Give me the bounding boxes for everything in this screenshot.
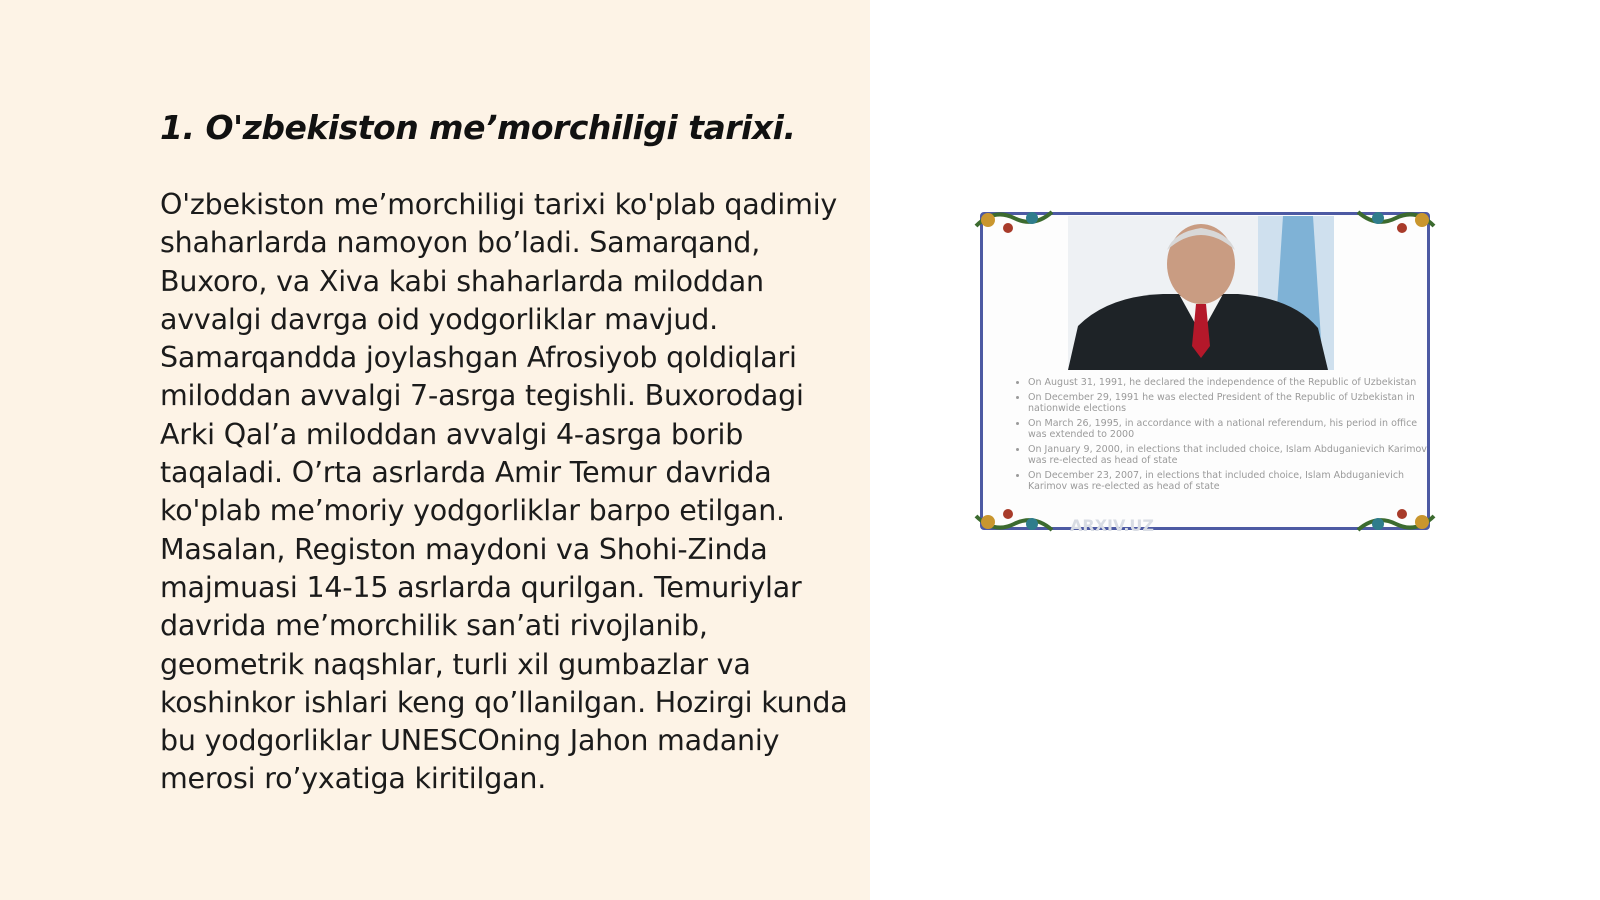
bullet-list [1014, 377, 1428, 496]
document-image [980, 212, 1430, 537]
list-item: • On December 29, 1991 he was elected President of the Republic of Uzbekistan in nationwide elections [1028, 392, 1428, 414]
list-item: • On December 23, 2007, in elections that included choice, Islam Abduganievich Karimov was re-elected as head of state [1028, 470, 1428, 492]
ornament-top-right [1356, 206, 1436, 246]
ornament-bottom-left [974, 496, 1054, 536]
watermark: ARXIV.UZ [1070, 516, 1154, 535]
slide-body-text: O'zbekiston me’morchiligi tarixi ko'plab qadimiy shaharlarda namoyon bo’ladi. Samarqand, Buxoro, va Xiva kabi shaharlarda miloddan avvalgi davrga oid yodgorliklar mavjud. Samarqandda joylashgan Afrosiyob qoldiqlari miloddan avvalgi 7-asrga tegishli. Buxorodagi Arki Qal’a miloddan avvalgi 4-asrga borib taqaladi. O’rta asrlarda Amir Temur davrida ko'plab me’moriy yodgorliklar barpo etilgan. Masalan, Registon maydoni va Shohi-Zinda majmuasi 14-15 asrlarda qurilgan. Temuriylar davrida me’morchilik san’ati rivojlanib, geometrik naqshlar, turli xil gumbazlar va koshinkor ishlari keng qo’llanilgan. Hozirgi kunda bu yodgorliklar UNESCOning Jahon madaniy merosi ro’yxatiga kiritilgan. [160, 188, 848, 796]
portrait-photo [1068, 216, 1334, 370]
list-item: • On March 26, 1995, in accordance with a national referendum, his period in office was extended to 2000 [1028, 418, 1428, 440]
list-item: • On August 31, 1991, he declared the independence of the Republic of Uzbekistan [1028, 377, 1428, 388]
list-item: • On January 9, 2000, in elections that included choice, Islam Abduganievich Karimov was re-elected as head of state [1028, 444, 1428, 466]
ornament-top-left [974, 206, 1054, 246]
slide-title: 1. O'zbekiston me’morchiligi tarixi. [160, 108, 796, 147]
ornament-bottom-right [1356, 496, 1436, 536]
